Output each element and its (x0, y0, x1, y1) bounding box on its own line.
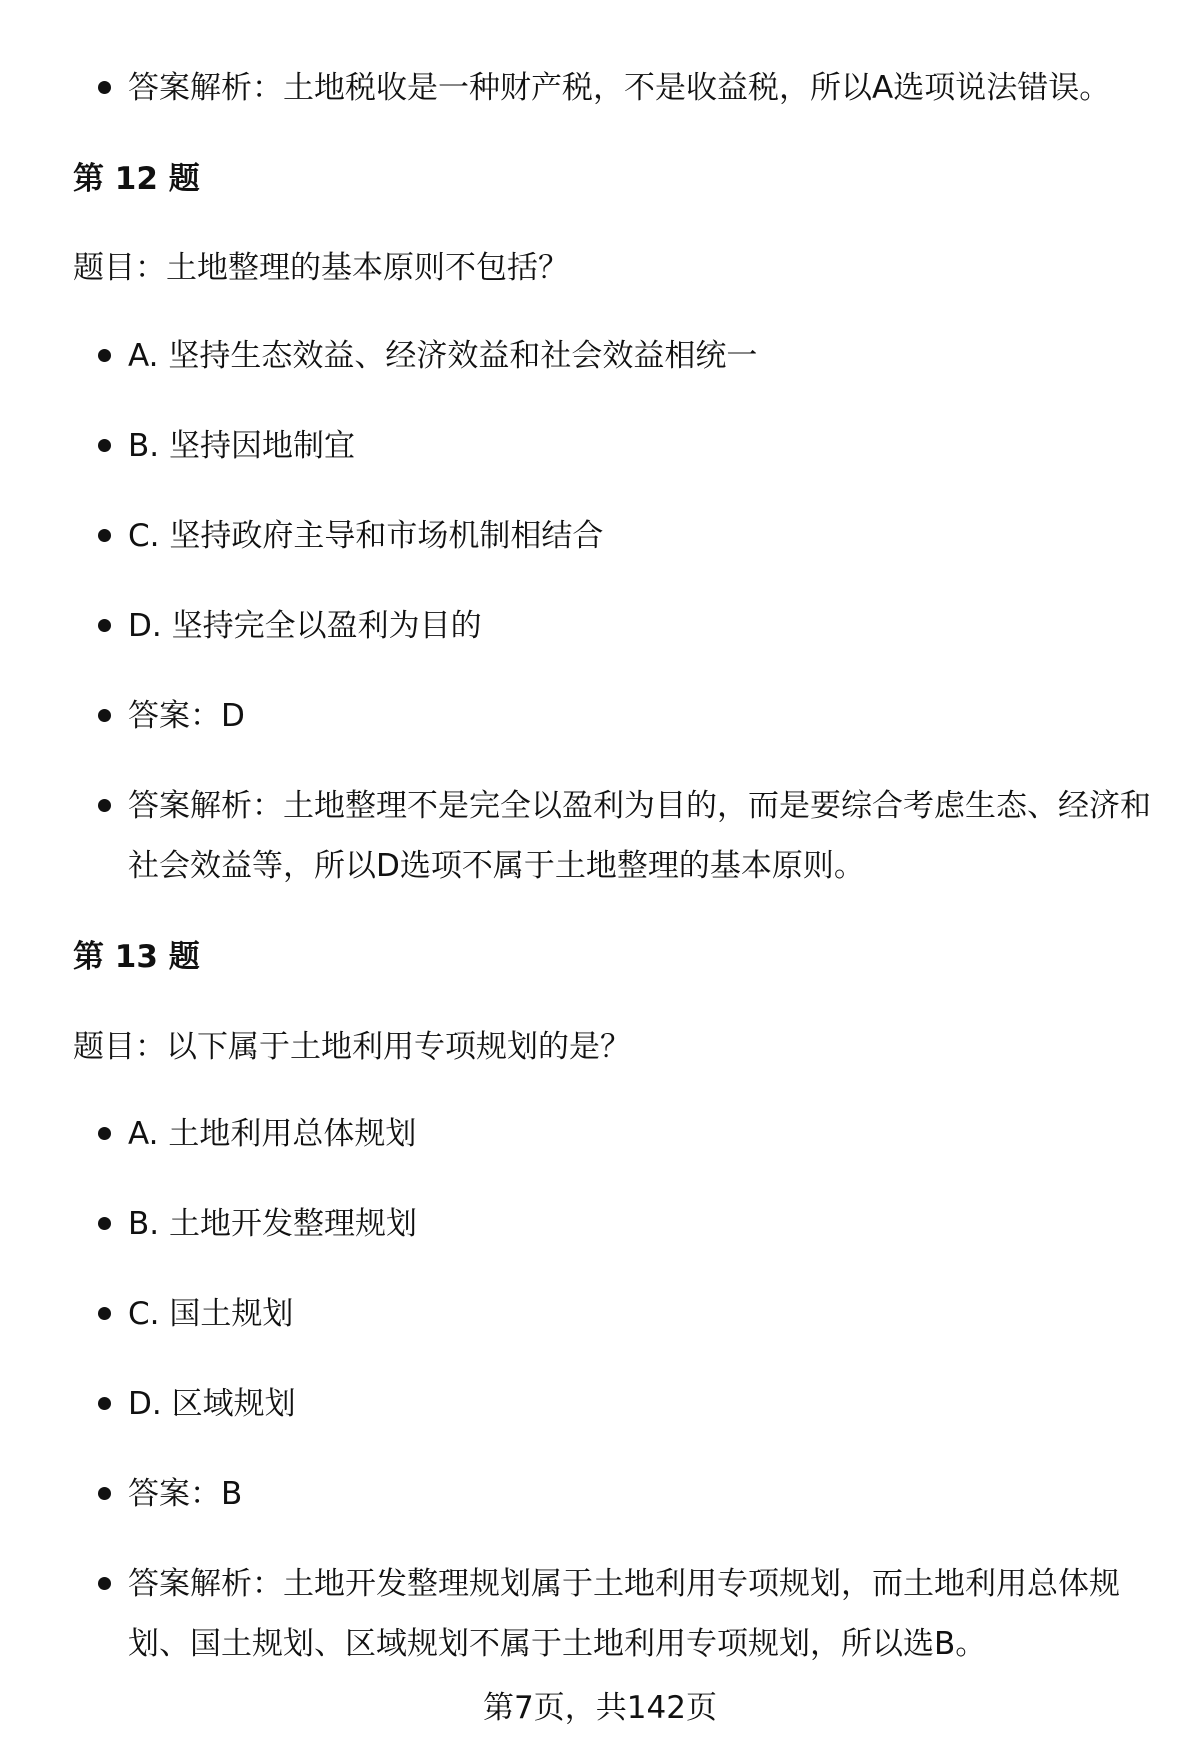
explanation-text: 答案解析：土地开发整理规划属于土地利用专项规划，而土地利用总体规划、国土规划、区域规划不属于土地利用专项规划，所以选B。 (128, 1566, 1120, 1662)
bullet-icon (98, 1487, 111, 1500)
option-item (98, 1374, 1158, 1434)
answer-item (98, 686, 1158, 746)
option-item (98, 1284, 1158, 1344)
option-item (98, 416, 1158, 476)
page-footer: 第7页，共142页 (483, 1690, 717, 1726)
explanation-item (98, 776, 1158, 896)
bullet-icon (98, 81, 111, 94)
explanation-text: 答案解析：土地税收是一种财产税，不是收益税，所以A选项说法错误。 (128, 70, 1111, 106)
list-item (98, 58, 1158, 118)
bullet-icon (98, 1307, 111, 1320)
bullet-icon (98, 529, 111, 542)
option-text: A. 土地利用总体规划 (128, 1116, 417, 1152)
option-item (98, 1194, 1158, 1254)
option-text: B. 土地开发整理规划 (128, 1206, 417, 1242)
bullet-icon (98, 709, 111, 722)
bullet-icon (98, 1577, 111, 1590)
answer-item (98, 1464, 1158, 1524)
option-text: B. 坚持因地制宜 (128, 428, 355, 464)
question-text: 题目：以下属于土地利用专项规划的是？ (73, 1029, 631, 1065)
option-text: D. 坚持完全以盈利为目的 (128, 608, 482, 644)
option-text: D. 区域规划 (128, 1386, 296, 1422)
option-text: C. 国土规划 (128, 1296, 294, 1332)
option-item (98, 1104, 1158, 1164)
bullet-icon (98, 1127, 111, 1140)
bullet-icon (98, 349, 111, 362)
option-item (98, 596, 1158, 656)
bullet-icon (98, 619, 111, 632)
option-item (98, 326, 1158, 386)
bullet-icon (98, 799, 111, 812)
option-text: A. 坚持生态效益、经济效益和社会效益相统一 (128, 338, 758, 374)
bullet-icon (98, 1217, 111, 1230)
explanation-text: 答案解析：土地整理不是完全以盈利为目的，而是要综合考虑生态、经济和社会效益等，所以D选项不属于土地整理的基本原则。 (128, 788, 1151, 884)
question-heading: 第 13 题 (73, 939, 200, 975)
question-heading: 第 12 题 (73, 161, 200, 197)
explanation-item (98, 1554, 1158, 1674)
answer-text: 答案：B (128, 1476, 243, 1512)
answer-text: 答案：D (128, 698, 245, 734)
option-item (98, 506, 1158, 566)
bullet-icon (98, 439, 111, 452)
question-text: 题目：土地整理的基本原则不包括？ (73, 250, 569, 286)
option-text: C. 坚持政府主导和市场机制相结合 (128, 518, 604, 554)
bullet-icon (98, 1397, 111, 1410)
